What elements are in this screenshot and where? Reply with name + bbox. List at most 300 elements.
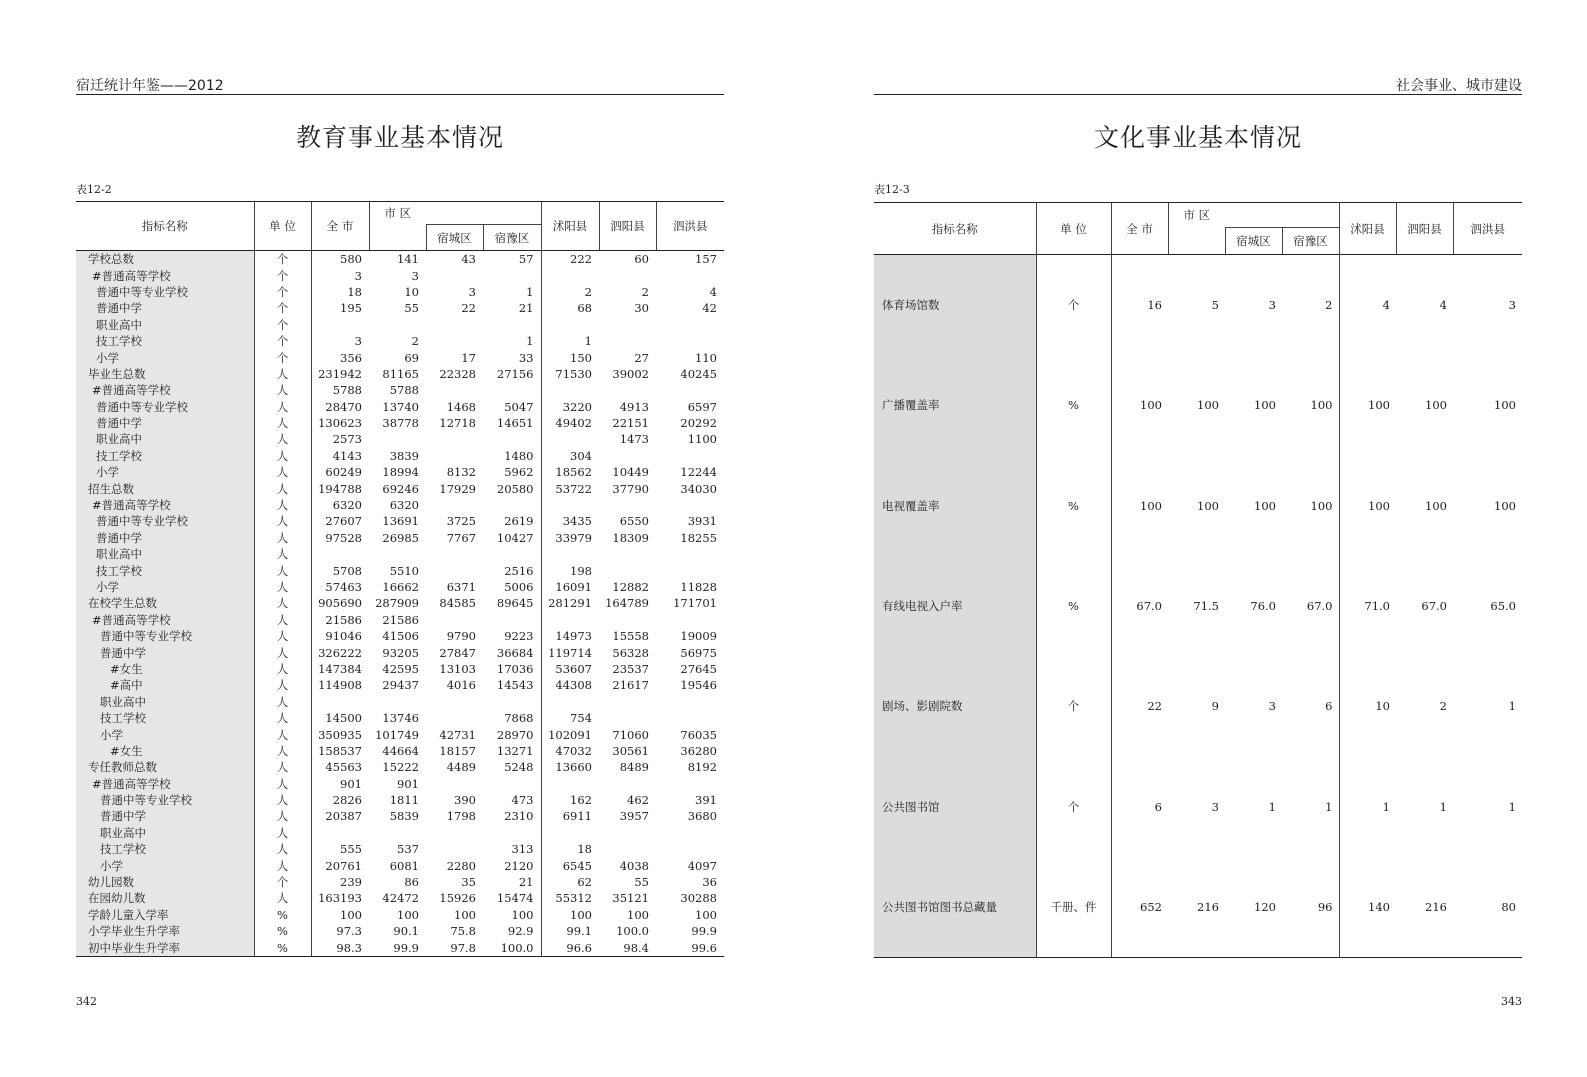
row-value: 100 [627,907,649,922]
row-value: 17036 [496,661,534,676]
row-name: 职业高中 [76,694,254,710]
table-row [76,825,724,841]
row-value: 100 [1494,498,1516,513]
row-value: 163193 [311,890,369,906]
row-value: 10427 [496,530,534,545]
row-value: 1 [526,334,534,349]
row-value: 4 [1339,255,1396,356]
row-value: 162 [541,792,599,808]
yearbook-title: 宿迁统计年鉴——2012 [76,78,224,94]
row-value: 100 [1197,398,1219,413]
row-unit: 人 [254,562,311,578]
row-value: 5047 [504,399,534,414]
header-sub-2: 宿豫区 [1282,228,1339,255]
education-table [76,201,724,957]
row-unit: 人 [254,776,311,792]
row-value: 93205 [382,645,419,660]
row-value: 21586 [311,612,369,628]
row-value: 3680 [687,809,717,824]
row-value: 100 [397,907,419,922]
row-value: 4 [709,284,717,299]
row-unit: 个 [254,333,311,349]
row-unit: 人 [254,366,311,382]
row-value [656,448,724,464]
row-unit: 人 [254,415,311,431]
row-value: 26985 [382,530,419,545]
table-row [76,808,724,824]
row-value: 3 [311,333,369,349]
header-county-3: 泗洪县 [1453,203,1522,255]
table-row [76,448,724,464]
row-unit: 人 [254,890,311,906]
table-row [76,874,724,890]
row-value: 652 [1111,857,1168,958]
row-value: 30288 [680,891,717,906]
row-value: 6320 [311,497,369,513]
row-value [599,612,656,628]
row-value [426,497,483,513]
row-unit: 人 [254,431,311,447]
row-value: 19009 [680,629,717,644]
row-unit: 人 [254,759,311,775]
row-value: 13271 [496,743,534,758]
row-name: 技工学校 [76,333,254,349]
header-sub-2: 宿豫区 [483,225,541,251]
row-value: 326222 [311,644,369,660]
row-value: 141 [397,252,419,267]
row-name: 小学 [76,857,254,873]
row-value: 1473 [619,432,649,447]
row-value [369,546,426,562]
row-value [426,776,483,792]
row-value: 8489 [619,760,649,775]
row-value: 98.4 [599,939,656,956]
row-value [541,317,599,333]
row-value: 30 [634,301,649,316]
row-name: 幼儿园数 [76,874,254,890]
education-table-body [76,251,724,957]
row-value: 14651 [496,416,534,431]
row-value: 3 [1268,298,1276,313]
header-unit: 单 位 [1036,203,1111,255]
row-value: 3725 [446,514,476,529]
row-value: 350935 [311,726,369,742]
row-value: 98.3 [311,939,369,956]
row-value: 35121 [612,891,649,906]
row-value: 4016 [446,678,476,693]
table-row [76,857,724,873]
table-row [76,776,724,792]
row-value: 8132 [446,465,476,480]
row-value: 1 [541,333,599,349]
row-unit: 人 [254,546,311,562]
row-unit: 个 [254,300,311,316]
row-name: #普通高等学校 [76,497,254,513]
table-row [76,497,724,513]
row-value: 22 [1111,656,1168,756]
row-name: #女生 [76,661,254,677]
page-number-right: 343 [1501,995,1522,1008]
row-value: 120 [1225,857,1282,958]
row-value: 67.0 [1111,556,1168,656]
row-unit: 人 [254,694,311,710]
table-row [76,415,724,431]
row-value: 36 [702,875,717,890]
row-value: 2619 [504,514,534,529]
row-value [656,694,724,710]
row-name: 电视覆盖率 [874,456,1036,556]
header-sub-1: 宿城区 [426,225,483,251]
row-value: 45563 [311,759,369,775]
row-value: 4038 [619,858,649,873]
row-name: 专任教师总数 [76,759,254,775]
row-value: 5248 [504,760,534,775]
row-value: 100 [1339,456,1396,556]
row-value: 42 [702,301,717,316]
row-value: 194788 [311,480,369,496]
row-value: 1 [1339,756,1396,856]
row-unit: 人 [254,644,311,660]
row-value [483,694,541,710]
row-value: 80 [1453,857,1522,958]
row-value: 15926 [439,891,476,906]
row-value: 1468 [446,399,476,414]
row-value: 21586 [382,612,419,627]
row-value: 5839 [389,809,419,824]
row-value [483,612,541,628]
row-value: 3 [311,267,369,283]
row-unit: % [1036,456,1111,556]
row-value: 16091 [541,579,599,595]
row-value: 6081 [389,858,419,873]
row-name: 招生总数 [76,480,254,496]
row-value: 37790 [612,481,649,496]
row-value: 76035 [680,727,717,742]
table-row [874,857,1522,958]
row-value: 33979 [541,530,599,546]
row-value: 18309 [612,530,649,545]
row-name: 毕业生总数 [76,366,254,382]
row-value: 27847 [439,645,476,660]
table-row [874,556,1522,656]
row-name: 普通中等专业学校 [76,284,254,300]
row-value [541,612,599,628]
row-value: 18255 [680,530,717,545]
row-value: 239 [311,874,369,890]
row-value: 100.0 [616,924,649,939]
row-value: 71.0 [1339,556,1396,656]
row-value: 27 [634,350,649,365]
table-row [874,255,1522,356]
row-value: 195 [311,300,369,316]
row-unit: 个 [254,267,311,283]
row-value: 10 [1339,656,1396,756]
row-value: 15222 [382,760,419,775]
row-unit: % [254,923,311,939]
row-name: 职业高中 [76,431,254,447]
row-unit: 人 [254,579,311,595]
row-value: 81165 [382,366,419,381]
row-value: 6911 [541,808,599,824]
row-value: 67.0 [1421,599,1447,614]
row-name: 公共图书馆图书总藏量 [874,857,1036,958]
row-value: 16 [1111,255,1168,356]
row-value: 9 [1211,699,1219,714]
row-value: 12718 [439,416,476,431]
row-unit: 人 [254,710,311,726]
row-name: #普通高等学校 [76,382,254,398]
row-value [483,267,541,283]
row-value: 1 [1439,799,1447,814]
row-value: 43 [461,252,476,267]
row-value: 29437 [382,678,419,693]
row-value [426,694,483,710]
row-name: 学龄儿童入学率 [76,907,254,923]
table-row [76,480,724,496]
table-row [76,546,724,562]
row-value: 34030 [680,481,717,496]
row-name: 小学 [76,349,254,365]
row-value [483,546,541,562]
row-name: 普通中等专业学校 [76,628,254,644]
row-value: 390 [454,793,476,808]
row-value: 140 [1339,857,1396,958]
row-unit: 人 [254,464,311,480]
row-value [656,382,724,398]
row-unit: 人 [254,595,311,611]
row-value: 12882 [612,580,649,594]
row-value: 100 [1339,355,1396,455]
row-value: 84585 [439,596,476,611]
row-value: 39002 [612,366,649,381]
row-value: 100 [1197,498,1219,513]
row-value: 36684 [496,645,534,660]
table-row [76,939,724,956]
row-value: 1811 [389,793,419,808]
header-city: 全 市 [1111,203,1168,255]
row-value: 5788 [311,382,369,398]
row-value: 27156 [496,366,534,381]
row-value: 20387 [311,808,369,824]
table-number-left: 表12-2 [76,183,112,196]
row-name: 普通中学 [76,530,254,546]
row-name: 剧场、影剧院数 [874,656,1036,756]
row-name: 技工学校 [76,562,254,578]
table-row [76,431,724,447]
table-row [874,456,1522,556]
row-value: 5510 [389,563,419,578]
row-name: #女生 [76,743,254,759]
row-value: 3435 [541,513,599,529]
row-value: 55312 [541,890,599,906]
row-name: 在校学生总数 [76,595,254,611]
row-value [483,497,541,513]
row-value: 38778 [382,416,419,431]
row-name: 有线电视入户率 [874,556,1036,656]
row-value [369,431,426,447]
row-unit: 人 [254,808,311,824]
table-row [76,759,724,775]
table-row [76,513,724,529]
row-value: 55 [634,875,649,890]
row-value [369,694,426,710]
header-name: 指标名称 [874,203,1036,255]
row-value: 6 [1325,699,1333,714]
row-unit: 千册、件 [1036,857,1111,958]
row-value: 60249 [311,464,369,480]
row-value: 7767 [446,530,476,545]
row-value: 42472 [382,891,419,906]
row-value [369,825,426,841]
row-value [599,841,656,857]
row-name: #高中 [76,677,254,693]
row-name: 职业高中 [76,546,254,562]
row-value: 537 [397,842,419,857]
row-value: 19546 [680,678,717,693]
row-value: 1 [1325,799,1333,814]
row-value: 473 [511,793,534,808]
row-name: #普通高等学校 [76,612,254,628]
row-value: 8192 [687,760,717,775]
row-value: 14543 [496,678,534,693]
row-name: 公共图书馆 [874,756,1036,856]
row-value: 2 [1325,298,1333,313]
row-value: 68 [541,300,599,316]
row-value: 100 [454,907,476,922]
row-value [599,825,656,841]
row-value: 21617 [612,678,649,693]
row-value [656,776,724,792]
row-value [599,694,656,710]
row-value: 100 [1254,498,1276,513]
row-value: 6 [1111,756,1168,856]
row-value: 281291 [541,595,599,611]
row-value: 96 [1282,857,1339,958]
row-value: 754 [541,710,599,726]
table-row [76,284,724,300]
row-value: 71060 [612,727,649,742]
row-value [656,267,724,283]
row-value [656,612,724,628]
row-value [541,694,599,710]
row-value [599,267,656,283]
row-value: 41506 [382,629,419,644]
row-unit: 人 [254,726,311,742]
row-name: 广播覆盖率 [874,355,1036,455]
row-value: 6545 [541,857,599,873]
row-unit: 人 [254,661,311,677]
header-county-1: 沭阳县 [541,202,599,251]
row-value: 9223 [504,629,534,644]
row-value: 3957 [619,809,649,824]
row-value [541,267,599,283]
row-value: 2573 [311,431,369,447]
table-row [76,366,724,382]
row-value: 100 [1111,456,1168,556]
row-value: 304 [541,448,599,464]
row-value: 27607 [311,513,369,529]
row-value: 100 [1494,398,1516,413]
row-value: 18 [541,841,599,857]
row-value: 2 [641,284,649,299]
row-value [541,497,599,513]
section-title: 社会事业、城市建设 [1396,78,1522,94]
header-district: 市 区 [1168,203,1225,228]
row-value: 55 [404,301,419,316]
row-value: 13746 [382,711,419,726]
row-value: 222 [541,251,599,268]
row-name: 职业高中 [76,317,254,333]
row-unit: 人 [254,513,311,529]
row-name: 普通中学 [76,808,254,824]
row-value: 18157 [439,743,476,758]
row-unit: 人 [254,480,311,496]
row-unit: 个 [254,349,311,365]
row-value [426,448,483,464]
row-value: 5006 [504,580,534,594]
row-value: 216 [1168,857,1225,958]
header-district: 市 区 [369,202,426,225]
row-unit: 人 [254,792,311,808]
row-name: 技工学校 [76,841,254,857]
table-row [874,756,1522,856]
table-row [76,251,724,268]
row-name: 普通中等专业学校 [76,399,254,415]
table-row [76,726,724,742]
row-value: 1798 [446,809,476,824]
row-unit: % [1036,556,1111,656]
row-value [656,497,724,513]
row-value: 75.8 [450,924,476,939]
row-value [426,841,483,857]
row-value: 6320 [389,498,419,513]
row-value: 86 [404,875,419,890]
row-unit: 个 [254,317,311,333]
table-row [76,890,724,906]
table-row [76,710,724,726]
row-value: 5962 [504,465,534,480]
row-value: 100 [1254,398,1276,413]
page-title-education: 教育事业基本情况 [295,123,504,152]
row-value [656,841,724,857]
row-value: 53607 [541,661,599,677]
row-value: 44308 [541,677,599,693]
table-row [76,595,724,611]
row-value: 96.6 [541,939,599,956]
row-value [311,546,369,562]
header-unit: 单 位 [254,202,311,251]
row-value [426,267,483,283]
row-value: 462 [627,793,649,808]
row-value: 1 [1268,799,1276,814]
row-value: 99.9 [369,939,426,956]
row-value [483,431,541,447]
row-unit: 个 [1036,656,1111,756]
table-row [76,907,724,923]
row-value: 14500 [311,710,369,726]
table-row [76,349,724,365]
row-name: 体育场馆数 [874,255,1036,356]
row-unit: 人 [254,743,311,759]
row-value: 5 [1211,298,1219,313]
row-value: 99.6 [656,939,724,956]
row-value: 100 [1310,398,1333,413]
row-value: 2826 [311,792,369,808]
row-value [656,710,724,726]
row-value: 2 [1439,699,1447,714]
header-county-3: 泗洪县 [656,202,724,251]
row-value [426,382,483,398]
